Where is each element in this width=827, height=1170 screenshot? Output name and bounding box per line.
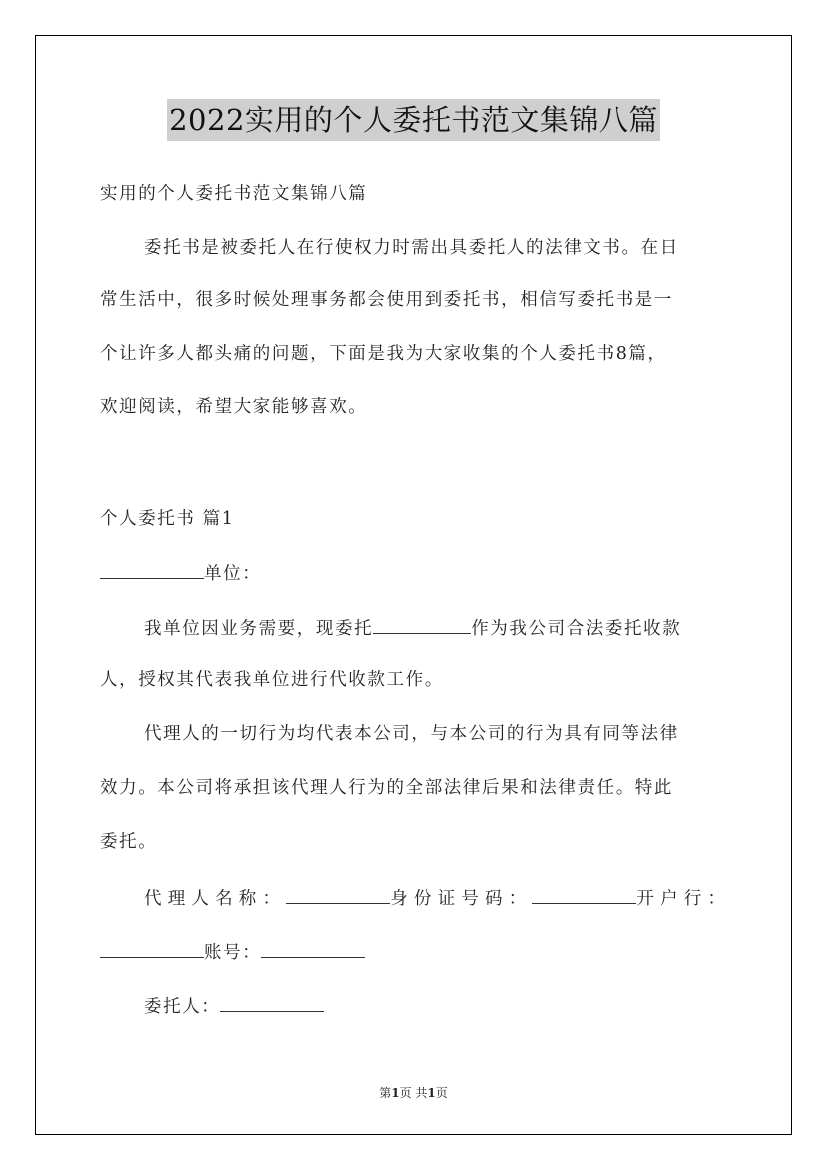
intro-line-2: 常生活中，很多时候处理事务都会使用到委托书，相信写委托书是一 [100, 290, 673, 310]
paragraph-2-line-1: 代理人的一切行为均代表本公司，与本公司的行为具有同等法律 [144, 724, 679, 744]
blank-underline [532, 886, 636, 904]
intro-line-3: 个让许多人都头痛的问题，下面是我为大家收集的个人委托书8篇， [100, 344, 667, 364]
page-suffix: 页 [435, 1086, 448, 1100]
paragraph-1-line-1 [144, 616, 730, 641]
blank-underline [261, 940, 365, 958]
principal-label: 委托人： [144, 997, 221, 1017]
page-current: 1 [391, 1086, 400, 1100]
page-total: 1 [427, 1086, 436, 1100]
addressee-suffix: 单位： [204, 564, 262, 584]
blank-underline [100, 940, 204, 958]
page-footer [0, 1084, 827, 1101]
blank-underline [373, 616, 471, 634]
page-mid: 页 共 [399, 1086, 428, 1100]
document-subtitle: 实用的个人委托书范文集锦八篇 [100, 184, 368, 204]
account-label: 账号： [204, 943, 262, 963]
id-number-label: 身份证号码： [390, 889, 533, 909]
account-line [100, 940, 730, 965]
intro-line-4: 欢迎阅读，希望大家能够喜欢。 [100, 397, 368, 417]
section-heading: 个人委托书 篇1 [100, 509, 235, 529]
paragraph-1-line-2: 人，授权其代表我单位进行代收款工作。 [100, 670, 444, 690]
bank-label: 开户行： [636, 889, 732, 909]
paragraph-2-line-3: 委托。 [100, 832, 158, 852]
intro-line-1: 委托书是被委托人在行使权力时需出具委托人的法律文书。在日 [144, 238, 679, 258]
principal-line [144, 994, 730, 1019]
paragraph-1-part-b: 作为我公司合法委托收款 [471, 619, 682, 639]
title-container [0, 99, 827, 141]
blank-underline [220, 994, 324, 1012]
paragraph-1-part-a: 我单位因业务需要，现委托 [144, 619, 374, 639]
page-prefix: 第 [379, 1086, 392, 1100]
paragraph-2-line-2: 效力。本公司将承担该代理人行为的全部法律后果和法律责任。特此 [100, 778, 673, 798]
blank-underline [100, 561, 204, 579]
document-title: 2022实用的个人委托书范文集锦八篇 [167, 99, 660, 141]
agent-name-label: 代理人名称： [144, 889, 287, 909]
blank-underline [286, 886, 390, 904]
addressee-line [100, 561, 730, 586]
agent-info-line [144, 886, 730, 911]
